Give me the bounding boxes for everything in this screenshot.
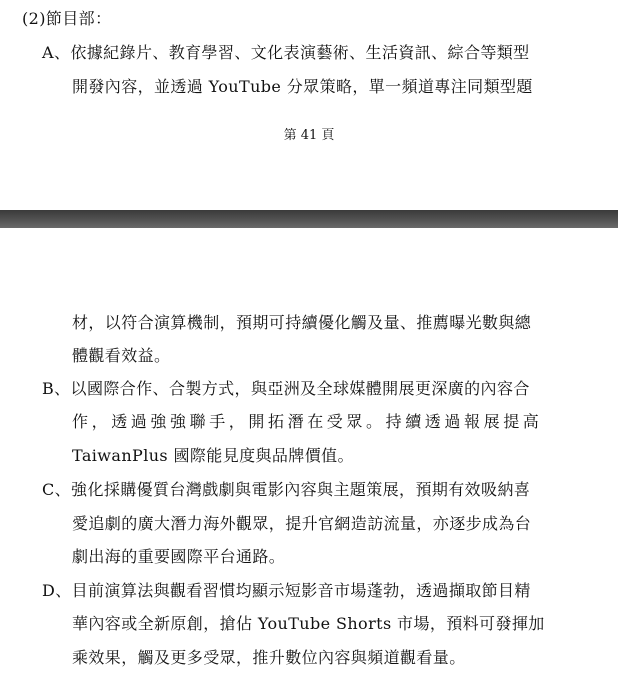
item-a-line-2: 開發內容，並透過 YouTube 分眾策略，單一頻道專注同類型題 xyxy=(72,77,533,96)
section-heading: (2)節目部： xyxy=(22,9,112,28)
item-a-line-3: 材，以符合演算機制，預期可持續優化觸及量、推薦曝光數與總 xyxy=(72,313,532,332)
item-d-line-2: 華內容或全新原創，搶佔 YouTube Shorts 市場，預料可發揮加 xyxy=(72,614,545,633)
page-break-separator xyxy=(0,210,618,228)
item-a-line-1: A、依據紀錄片、教育學習、文化表演藝術、生活資訊、綜合等類型 xyxy=(42,43,530,62)
item-c-line-1: C、強化採購優質台灣戲劇與電影內容與主題策展，預期有效吸納喜 xyxy=(42,480,531,499)
item-a-line-4: 體觀看效益。 xyxy=(72,346,171,365)
item-b-line-1: B、以國際合作、合製方式，與亞洲及全球媒體開展更深廣的內容合 xyxy=(42,379,530,398)
document-page-top xyxy=(0,0,618,210)
item-d-line-1: D、目前演算法與觀看習慣均顯示短影音市場蓬勃，透過擷取節目精 xyxy=(42,581,531,600)
item-c-line-2: 愛追劇的廣大潛力海外觀眾，提升官網造訪流量，亦逐步成為台 xyxy=(72,514,532,533)
item-b-line-2: 作，透過強強聯手，開拓潛在受眾。持續透過報展提高 xyxy=(72,412,543,431)
document-page-bottom xyxy=(0,228,618,676)
item-d-line-3: 乘效果，觸及更多受眾，推升數位內容與頻道觀看量。 xyxy=(72,648,466,667)
item-b-line-3: TaiwanPlus 國際能見度與品牌價值。 xyxy=(72,446,354,465)
page-number: 第 41 頁 xyxy=(283,128,335,143)
item-c-line-3: 劇出海的重要國際平台通路。 xyxy=(72,547,286,566)
